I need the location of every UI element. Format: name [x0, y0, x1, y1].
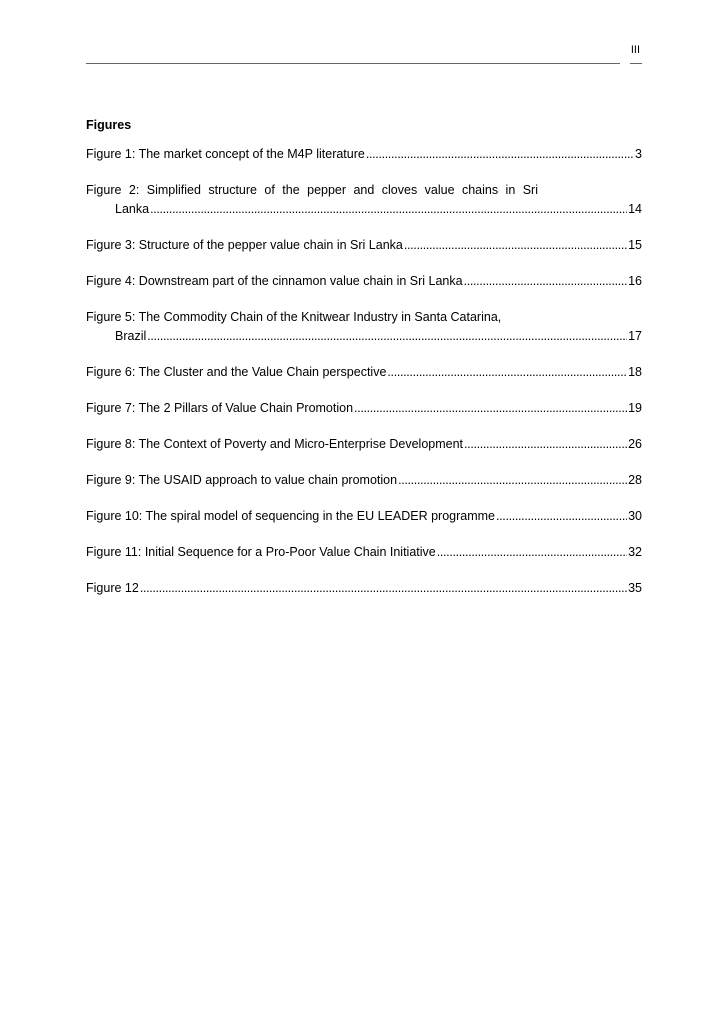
- entry-title: Figure 8: The Context of Poverty and Micro-Enterprise Development: [86, 437, 464, 451]
- toc-entry[interactable]: [86, 507, 642, 526]
- entry-title: Figure 11: Initial Sequence for a Pro-Poor Value Chain Initiative: [86, 545, 436, 559]
- entry-title: Figure 2: Simplified structure of the pepper and cloves value chains in Sri: [86, 183, 538, 197]
- entry-title-continued: Lanka: [115, 202, 150, 216]
- dot-leader: [387, 363, 627, 382]
- entry-page: 30: [628, 509, 642, 523]
- header-rule: [86, 63, 620, 64]
- dot-leader: [404, 236, 627, 255]
- toc-entry[interactable]: [86, 181, 642, 219]
- toc-entry[interactable]: [86, 308, 642, 346]
- toc-entry[interactable]: [86, 272, 642, 291]
- dot-leader: [354, 399, 627, 418]
- toc-entry[interactable]: [86, 236, 642, 255]
- entry-page: 3: [635, 147, 642, 161]
- entry-title: Figure 10: The spiral model of sequencing in the EU LEADER programme: [86, 509, 496, 523]
- toc-entry[interactable]: [86, 471, 642, 490]
- toc-entry[interactable]: [86, 399, 642, 418]
- dot-leader: [464, 272, 628, 291]
- dot-leader: [437, 543, 627, 562]
- dot-leader: [366, 145, 634, 164]
- entry-page: 28: [628, 473, 642, 487]
- dot-leader: [150, 200, 627, 219]
- dot-leader: [496, 507, 627, 526]
- page-number: III: [630, 44, 640, 56]
- entry-page: 14: [628, 202, 642, 216]
- entry-title: Figure 7: The 2 Pillars of Value Chain Promotion: [86, 401, 354, 415]
- dot-leader: [464, 435, 627, 454]
- dot-leader: [147, 327, 627, 346]
- toc-entry[interactable]: [86, 363, 642, 382]
- entry-page: 16: [628, 274, 642, 288]
- entry-page: 32: [628, 545, 642, 559]
- section-heading: Figures: [86, 118, 132, 132]
- entry-page: 26: [628, 437, 642, 451]
- entry-page: 18: [628, 365, 642, 379]
- entry-page: 19: [628, 401, 642, 415]
- toc-entry[interactable]: [86, 579, 642, 598]
- entry-title: Figure 1: The market concept of the M4P literature: [86, 147, 365, 161]
- entry-title: Figure 5: The Commodity Chain of the Knitwear Industry in Santa Catarina,: [86, 310, 502, 324]
- entry-page: 17: [628, 329, 642, 343]
- entry-title: Figure 12: [86, 581, 139, 595]
- entry-title: Figure 3: Structure of the pepper value chain in Sri Lanka: [86, 238, 403, 252]
- header-rule-short: [630, 63, 642, 64]
- dot-leader: [398, 471, 627, 490]
- entry-title: Figure 9: The USAID approach to value chain promotion: [86, 473, 398, 487]
- entry-page: 35: [628, 581, 642, 595]
- entry-title: Figure 6: The Cluster and the Value Chain perspective: [86, 365, 387, 379]
- toc-entry[interactable]: [86, 435, 642, 454]
- entry-page: 15: [628, 238, 642, 252]
- toc-entry[interactable]: [86, 543, 642, 562]
- dot-leader: [140, 579, 627, 598]
- toc-entry[interactable]: [86, 145, 642, 164]
- entry-title-continued: Brazil: [115, 329, 147, 343]
- list-of-figures: [86, 145, 642, 598]
- entry-title: Figure 4: Downstream part of the cinnamon value chain in Sri Lanka: [86, 274, 463, 288]
